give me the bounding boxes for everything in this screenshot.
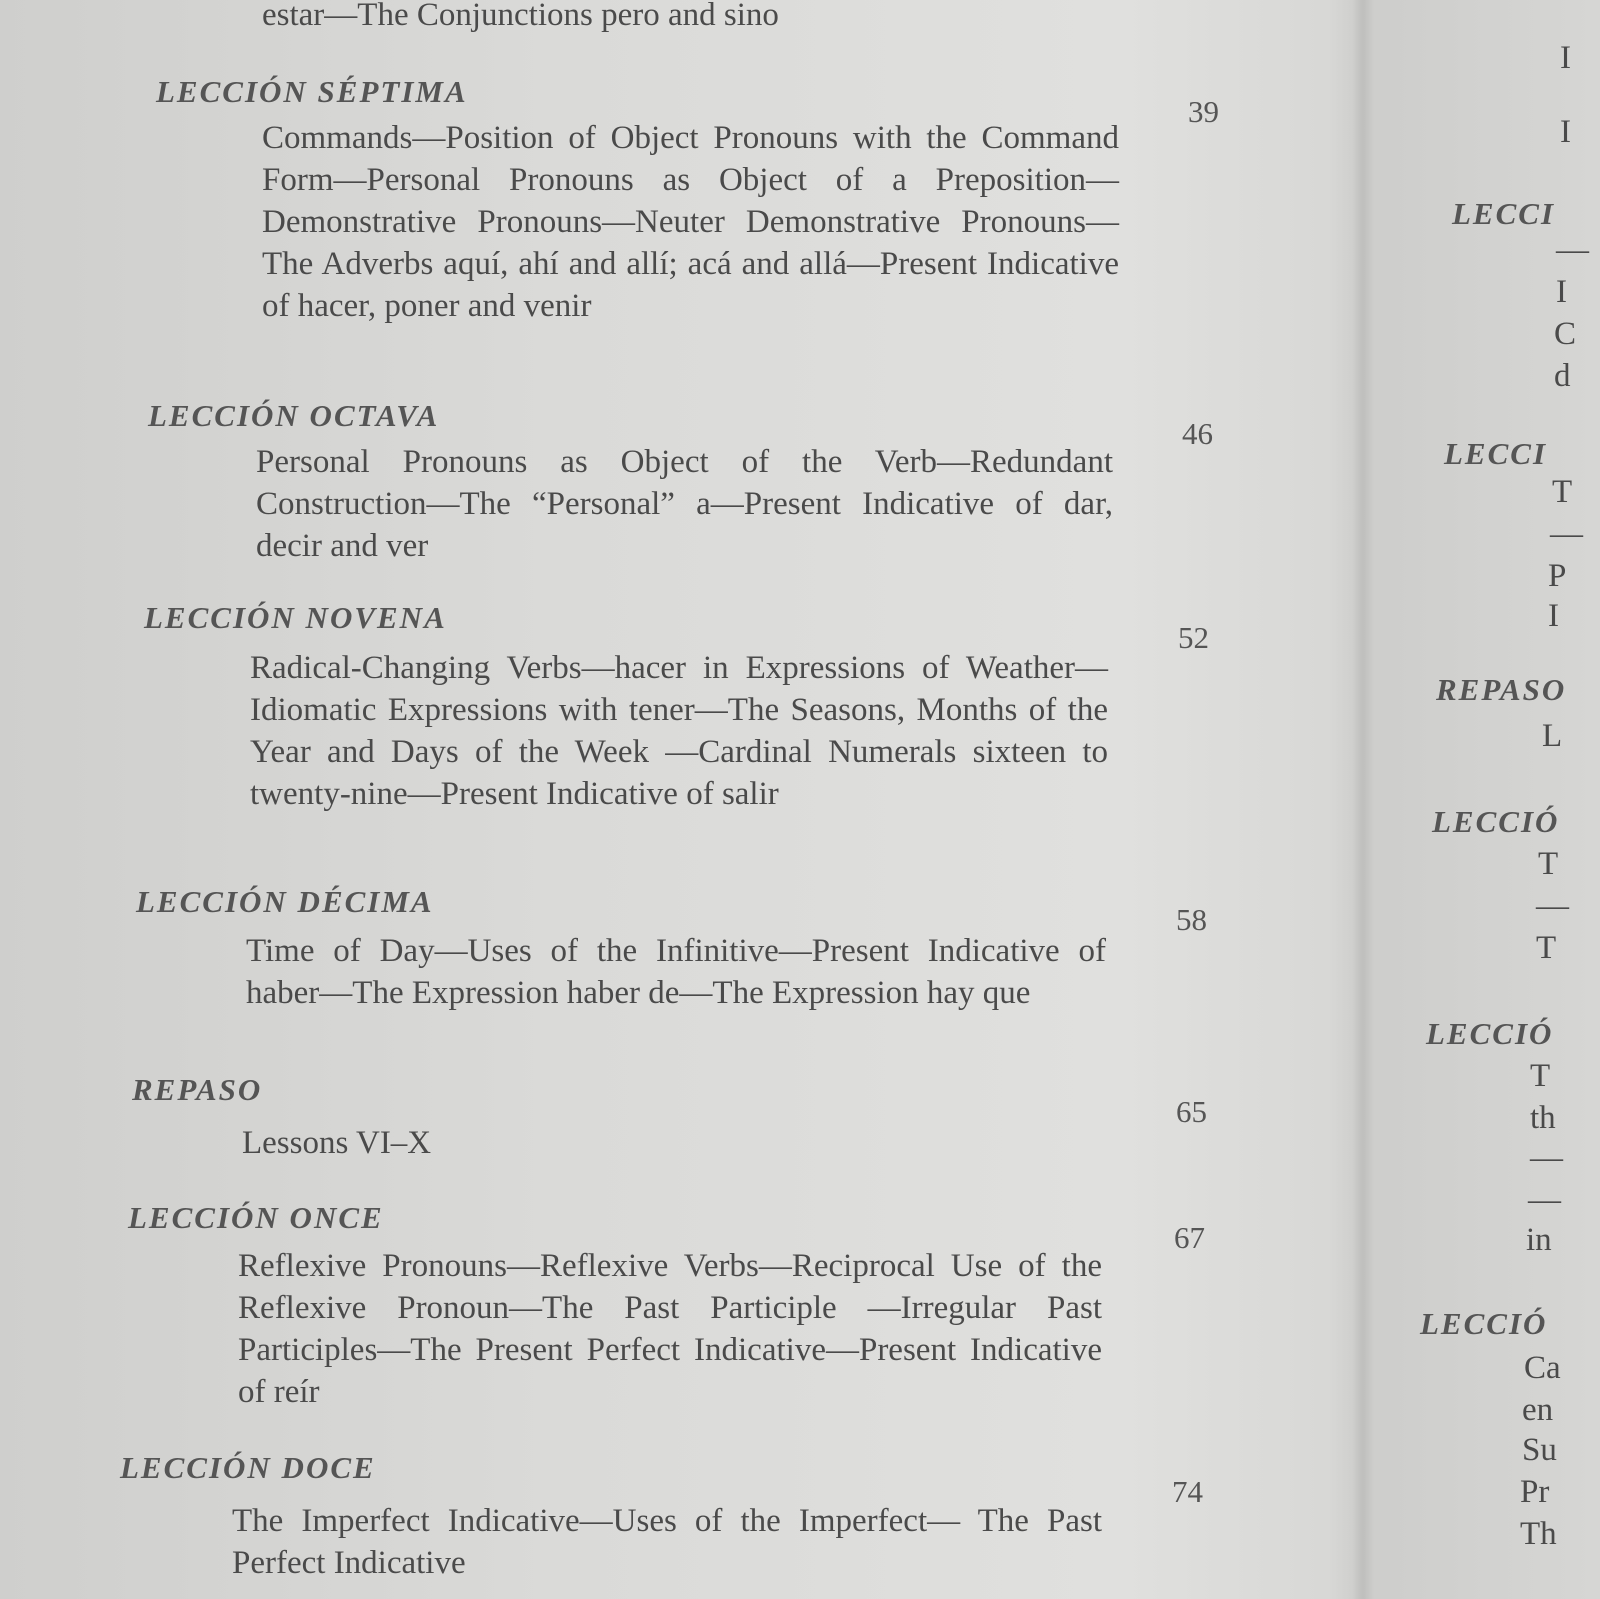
book-gutter	[1352, 0, 1374, 1599]
toc-page-number: 67	[1174, 1220, 1205, 1255]
right-text-fragment: —	[1556, 232, 1589, 268]
right-text-fragment: —	[1550, 516, 1583, 552]
toc-description: Radical-Changing Verbs—hacer in Expressions of Weather—Idiomatic Expressions with tener—The Seasons, Months of the Year and Days of the Week —Cardinal Numerals sixteen to twenty-nine—Present Indicative of salir	[250, 650, 1108, 812]
toc-page-number: 46	[1182, 416, 1213, 451]
right-text-fragment: I	[1560, 114, 1571, 150]
right-text-fragment: C	[1554, 316, 1577, 352]
right-text-fragment: d	[1554, 358, 1571, 394]
right-toc-heading: REPASO	[1436, 672, 1567, 707]
toc-heading: LECCIÓN NOVENA	[144, 600, 447, 635]
right-text-fragment: P	[1548, 558, 1567, 594]
toc-page-number: 65	[1176, 1094, 1207, 1129]
toc-heading: REPASO	[132, 1072, 263, 1107]
right-text-fragment: I	[1548, 598, 1559, 634]
toc-page-number: 52	[1178, 620, 1209, 655]
right-text-fragment: T	[1552, 474, 1573, 510]
toc-top-line: estar—The Conjunctions pero and sino	[262, 0, 779, 33]
toc-heading: LECCIÓN DOCE	[120, 1450, 376, 1485]
right-text-fragment: L	[1542, 718, 1563, 754]
right-toc-heading: LECCI	[1452, 196, 1556, 231]
right-text-fragment: I	[1556, 274, 1567, 310]
toc-page-number: 74	[1172, 1474, 1203, 1509]
right-text-fragment: —	[1536, 888, 1569, 924]
right-text-fragment: I	[1560, 40, 1571, 76]
right-toc-heading: LECCIÓ	[1420, 1306, 1548, 1341]
right-text-fragment: Su	[1522, 1432, 1557, 1468]
right-toc-heading: LECCIÓ	[1432, 804, 1560, 839]
toc-description: The Imperfect Indicative—Uses of the Imperfect— The Past Perfect Indicative	[232, 1503, 1102, 1581]
toc-description: Time of Day—Uses of the Infinitive—Present Indicative of haber—The Expression haber de—The Expression hay que	[246, 933, 1106, 1011]
toc-description: Personal Pronouns as Object of the Verb—Redundant Construction—The “Personal” a—Present Indicative of dar, decir and ver	[256, 444, 1113, 564]
right-text-fragment: T	[1538, 846, 1559, 882]
toc-description: Reflexive Pronouns—Reflexive Verbs—Reciprocal Use of the Reflexive Pronoun—The Past Participle —Irregular Past Participles—The Present Perfect Indicative—Present Indicative of reír	[238, 1248, 1102, 1410]
toc-heading: LECCIÓN DÉCIMA	[136, 884, 434, 919]
right-text-fragment: T	[1536, 930, 1557, 966]
right-text-fragment: Ca	[1524, 1350, 1561, 1386]
toc-heading: LECCIÓN ONCE	[128, 1200, 384, 1235]
right-text-fragment: Pr	[1520, 1474, 1550, 1510]
right-page	[1374, 0, 1600, 1599]
toc-heading: LECCIÓN SÉPTIMA	[156, 74, 468, 109]
right-text-fragment: en	[1522, 1392, 1554, 1428]
toc-description: Commands—Position of Object Pronouns with the Command Form—Personal Pronouns as Object of a Preposition—Demonstrative Pronouns—Neuter Demonstrative Pronouns—The Adverbs aquí, ahí and allí; acá and allá—Present Indicative of hacer, poner and venir	[262, 120, 1119, 324]
right-text-fragment: T	[1530, 1058, 1551, 1094]
right-text-fragment: th	[1530, 1100, 1556, 1136]
right-toc-heading: LECCIÓ	[1426, 1016, 1554, 1051]
right-text-fragment: in	[1526, 1222, 1552, 1258]
toc-heading: LECCIÓN OCTAVA	[148, 398, 440, 433]
right-text-fragment: —	[1528, 1182, 1561, 1218]
toc-description: Lessons VI–X	[242, 1125, 432, 1161]
toc-page-number: 58	[1176, 902, 1207, 937]
toc-page-number: 39	[1188, 94, 1219, 129]
right-text-fragment: —	[1530, 1140, 1563, 1176]
right-toc-heading: LECCI	[1444, 436, 1548, 471]
right-text-fragment: Th	[1520, 1516, 1557, 1552]
